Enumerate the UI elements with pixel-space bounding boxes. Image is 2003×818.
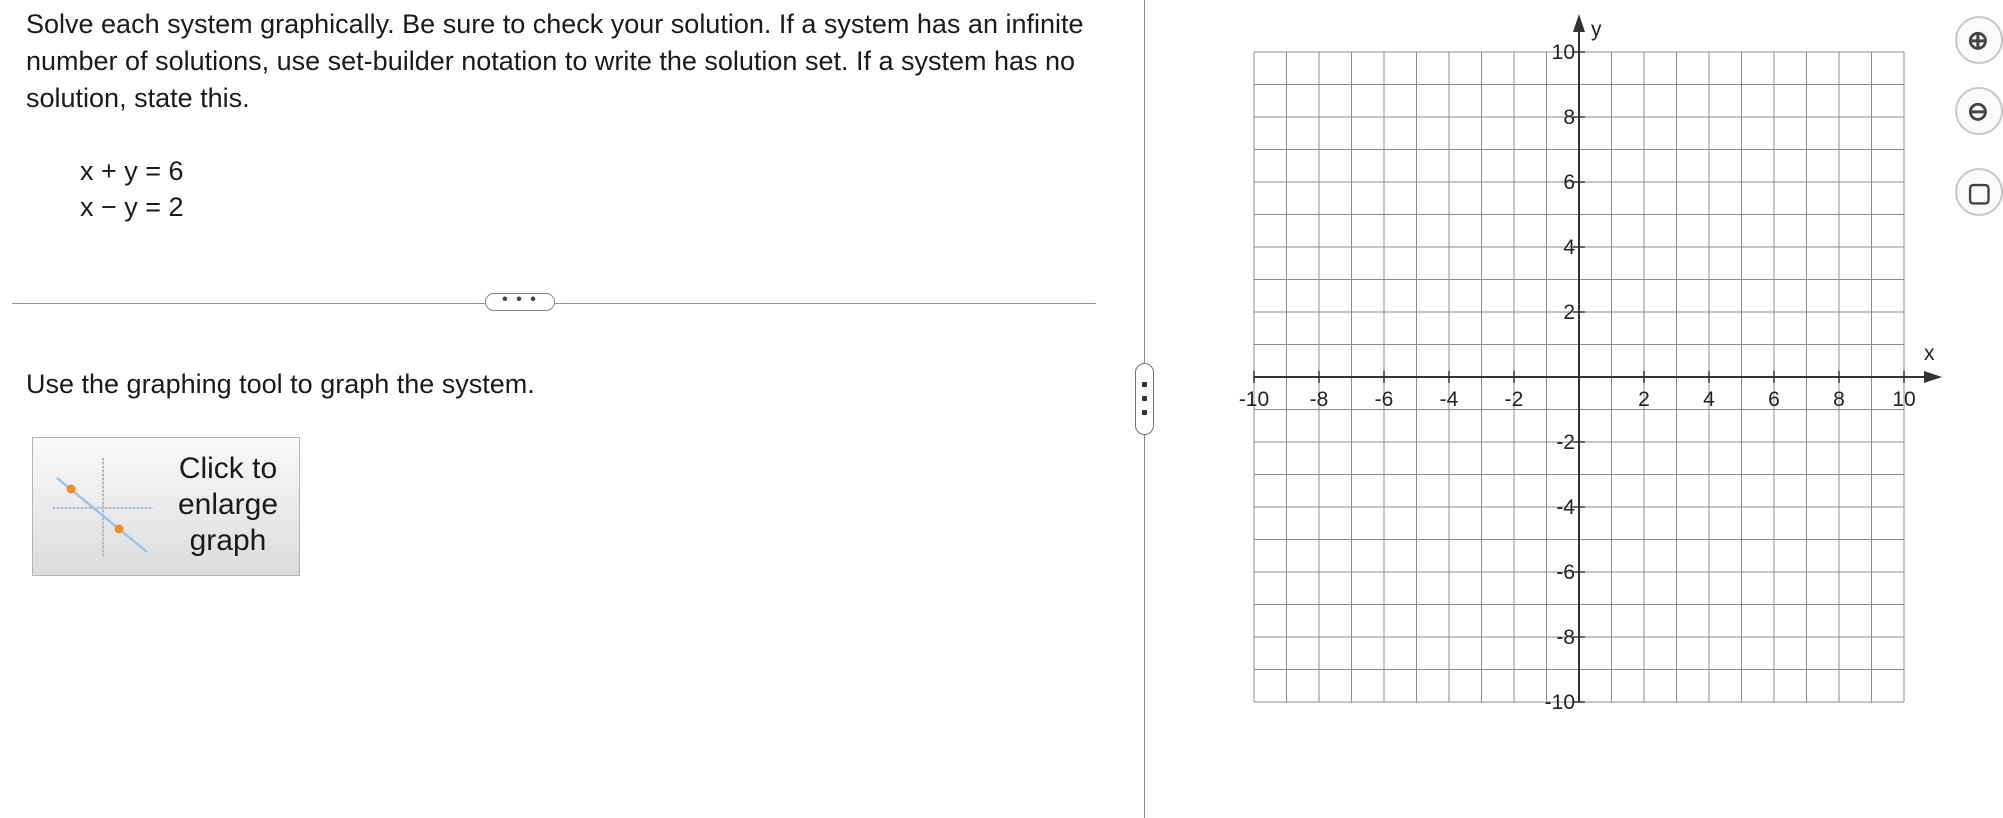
- x-tick-label: -10: [1238, 388, 1270, 411]
- x-tick-label: 6: [1768, 388, 1780, 411]
- enlarge-graph-button[interactable]: [32, 437, 300, 576]
- y-tick-label: 10: [1551, 41, 1575, 64]
- instructions-text: Solve each system graphically. Be sure to check your solution. If a system has an infinite number of solutions, use set-builder notation to write the solution set. If a system has no solution, state this.: [26, 9, 1084, 113]
- x-tick-label: 2: [1638, 388, 1650, 411]
- y-axis-arrow: [1573, 14, 1585, 32]
- y-tick-label: 6: [1563, 171, 1575, 194]
- x-tick-label: -4: [1439, 388, 1459, 411]
- equation-system: [80, 153, 184, 225]
- y-tick-label: 8: [1563, 106, 1575, 129]
- x-tick-label: 4: [1703, 388, 1715, 411]
- y-tick-label: -4: [1556, 496, 1575, 519]
- graph-thumbnail-icon: [47, 452, 159, 564]
- fullscreen-icon[interactable]: ▢: [1955, 168, 2003, 216]
- x-tick-label: 10: [1892, 388, 1916, 411]
- zoom-out-icon[interactable]: ⊖: [1955, 87, 2003, 135]
- equation-1: x + y = 6: [80, 156, 184, 186]
- y-tick-label: -10: [1544, 691, 1575, 714]
- y-axis-label: y: [1591, 18, 1602, 41]
- x-tick-label: -2: [1504, 388, 1524, 411]
- x-tick-label: -6: [1374, 388, 1394, 411]
- x-tick-label: -8: [1309, 388, 1329, 411]
- x-tick-label: 8: [1833, 388, 1845, 411]
- y-tick-label: -6: [1556, 561, 1575, 584]
- y-tick-label: -8: [1556, 626, 1575, 649]
- y-tick-label: -2: [1556, 431, 1575, 454]
- y-tick-label: 2: [1563, 301, 1575, 324]
- pane-splitter-handle[interactable]: [1135, 363, 1154, 435]
- graph-prompt: Use the graphing tool to graph the system.: [26, 369, 535, 399]
- divider-expand-handle[interactable]: • • •: [485, 293, 555, 311]
- enlarge-graph-label: Click to enlarge graph: [177, 452, 279, 557]
- x-axis-arrow: [1924, 371, 1942, 383]
- equation-2: x − y = 2: [80, 192, 184, 222]
- zoom-in-icon[interactable]: ⊕: [1955, 16, 2003, 64]
- x-axis-label: x: [1924, 342, 1935, 365]
- y-tick-label: 4: [1563, 236, 1575, 259]
- graphing-tool[interactable]: [1210, 0, 1970, 740]
- coordinate-grid[interactable]: [1210, 0, 1970, 740]
